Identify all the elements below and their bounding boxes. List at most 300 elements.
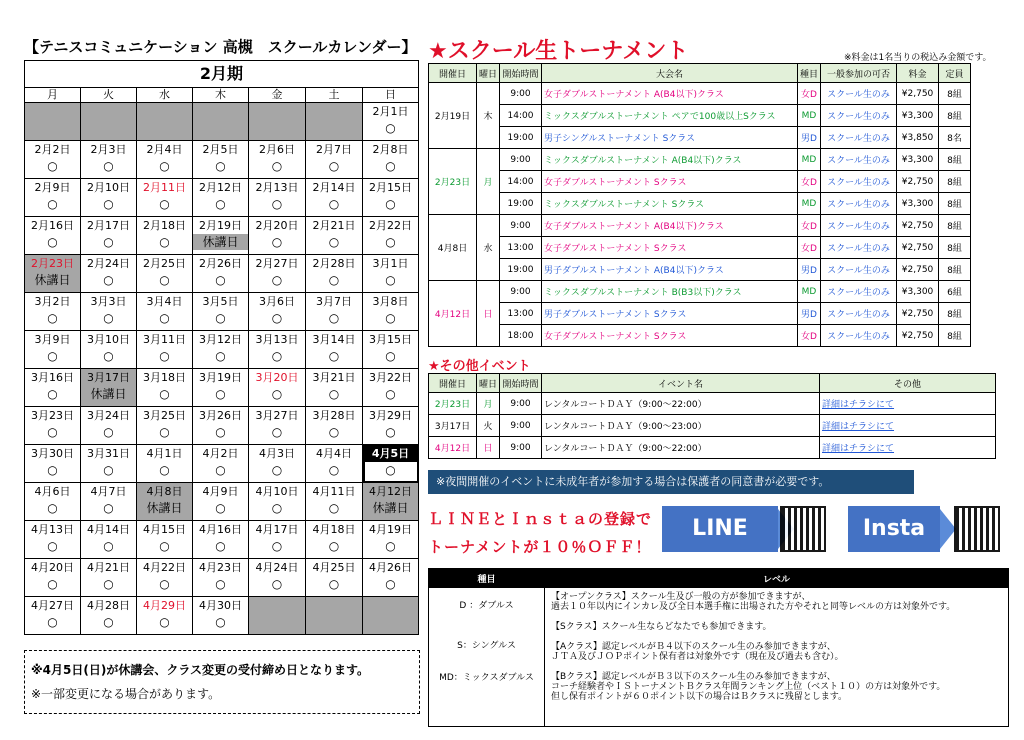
level-header-level: レベル bbox=[545, 569, 1009, 588]
tournament-header: 定員 bbox=[939, 64, 971, 83]
start-time: 13:00 bbox=[500, 237, 542, 259]
open-status: スクール生のみ bbox=[821, 281, 897, 303]
day-date: 2月18日 bbox=[143, 219, 186, 232]
insta-button[interactable]: Insta bbox=[848, 506, 940, 552]
calendar-day bbox=[249, 369, 306, 407]
start-time: 9:00 bbox=[500, 83, 542, 105]
tournament-name: 女子ダブルストーナメント Sクラス bbox=[542, 325, 798, 347]
day-mark: 休講日 bbox=[372, 501, 409, 515]
day-date: 2月13日 bbox=[255, 181, 299, 194]
day-mark: ○ bbox=[103, 577, 114, 591]
tournament-title: ★スクール生トーナメント bbox=[428, 39, 689, 64]
day-date: 4月9日 bbox=[202, 485, 239, 498]
day-date: 2月4日 bbox=[146, 143, 183, 156]
day-mark: ○ bbox=[271, 577, 283, 591]
calendar-day bbox=[306, 521, 363, 559]
day-mark: ○ bbox=[328, 311, 340, 325]
calendar-day bbox=[81, 407, 137, 445]
calendar-day bbox=[81, 103, 137, 141]
tournament-header: 開催日 bbox=[429, 64, 477, 83]
day-date: 2月15日 bbox=[369, 181, 412, 194]
tournament-header: 曜日 bbox=[477, 64, 500, 83]
event-date: 2月19日 bbox=[429, 83, 477, 149]
day-mark: 休講日 bbox=[90, 387, 127, 401]
other-details-link[interactable]: 詳細はチラシにて bbox=[820, 437, 996, 459]
calendar-day bbox=[363, 331, 419, 369]
day-date: 3月30日 bbox=[31, 447, 74, 460]
tournament-row bbox=[429, 303, 971, 325]
day-date: 4月5日 bbox=[363, 445, 418, 462]
calendar-day bbox=[363, 483, 419, 521]
tournament-header: 一般参加の可否 bbox=[821, 64, 897, 83]
calendar-day bbox=[306, 331, 363, 369]
calendar-day bbox=[137, 217, 193, 255]
other-weekday: 日 bbox=[477, 437, 500, 459]
calendar-week bbox=[25, 559, 419, 597]
day-date: 4月26日 bbox=[369, 561, 412, 574]
start-time: 9:00 bbox=[500, 215, 542, 237]
day-date: 4月11日 bbox=[312, 485, 356, 498]
entry-fee: ¥2,750 bbox=[897, 171, 939, 193]
day-mark: ○ bbox=[271, 159, 283, 173]
calendar-week bbox=[25, 179, 419, 217]
event-type: 女D bbox=[798, 325, 821, 347]
calendar-day bbox=[137, 521, 193, 559]
day-mark: ○ bbox=[159, 311, 170, 325]
calendar-week bbox=[25, 331, 419, 369]
event-weekday: 木 bbox=[477, 83, 500, 149]
calendar-day bbox=[137, 559, 193, 597]
day-mark: ○ bbox=[271, 311, 283, 325]
other-header: 開始時間 bbox=[500, 374, 542, 393]
other-time: 9:00 bbox=[500, 393, 542, 415]
day-date: 2月26日 bbox=[199, 257, 242, 270]
capacity: 8組 bbox=[939, 193, 971, 215]
calendar-day bbox=[137, 255, 193, 293]
event-type: MD bbox=[798, 149, 821, 171]
calendar-day bbox=[363, 179, 419, 217]
day-mark: ○ bbox=[103, 539, 114, 553]
day-date: 3月18日 bbox=[143, 371, 186, 384]
calendar-day bbox=[25, 445, 81, 483]
day-mark: ○ bbox=[385, 273, 396, 287]
start-time: 18:00 bbox=[500, 325, 542, 347]
other-header: その他 bbox=[820, 374, 996, 393]
day-date: 2月7日 bbox=[316, 143, 352, 156]
calendar-day bbox=[81, 255, 137, 293]
day-date: 3月28日 bbox=[312, 409, 356, 422]
tournament-row bbox=[429, 127, 971, 149]
weekday-header: 水 bbox=[137, 88, 193, 103]
calendar-day bbox=[81, 331, 137, 369]
calendar-day bbox=[137, 103, 193, 141]
weekday-header: 木 bbox=[193, 88, 249, 103]
day-mark: ○ bbox=[385, 197, 396, 211]
level-header-type: 種目 bbox=[429, 569, 545, 588]
calendar-day bbox=[193, 103, 249, 141]
open-status: スクール生のみ bbox=[821, 237, 897, 259]
other-date: 4月12日 bbox=[429, 437, 477, 459]
calendar-day bbox=[193, 179, 249, 217]
period-title: 2月期 bbox=[25, 61, 419, 88]
day-mark: ○ bbox=[215, 425, 226, 439]
day-date: 4月17日 bbox=[255, 523, 299, 536]
calendar-day bbox=[25, 179, 81, 217]
calendar-week bbox=[25, 369, 419, 407]
day-mark: ○ bbox=[328, 539, 340, 553]
event-date: 2月23日 bbox=[429, 149, 477, 215]
calendar-week bbox=[25, 407, 419, 445]
day-date: 2月10日 bbox=[87, 181, 130, 194]
tournament-row bbox=[429, 105, 971, 127]
capacity: 8組 bbox=[939, 171, 971, 193]
day-mark: ○ bbox=[215, 311, 226, 325]
day-mark: ○ bbox=[47, 501, 58, 515]
level-a-2: ＪＴＡ及びＪＯＰポイント保有者は対象外です（現在及び過去も含む）。 bbox=[551, 652, 844, 662]
calendar-day bbox=[137, 597, 193, 635]
weekday-header: 月 bbox=[25, 88, 81, 103]
day-date: 2月25日 bbox=[143, 257, 186, 270]
level-types bbox=[429, 588, 545, 727]
day-mark: ○ bbox=[328, 273, 340, 287]
calendar-day bbox=[193, 331, 249, 369]
promo-line-2: トーナメントが１０％ＯＦＦ！ bbox=[428, 538, 652, 556]
level-open-2: 過去１０年以内にインカレ及び全日本選手権に出場された方やそれと同等レベルの方は対象外です。 bbox=[551, 602, 956, 612]
day-date: 4月20日 bbox=[31, 561, 74, 574]
calendar-day bbox=[81, 597, 137, 635]
day-mark: ○ bbox=[328, 349, 340, 363]
day-date: 3月19日 bbox=[199, 371, 242, 384]
day-mark: ○ bbox=[385, 235, 396, 249]
level-b-1: 【Bクラス】認定レベルがＢ３以下のスクール生のみ参加できますが、 bbox=[551, 672, 836, 682]
calendar-day bbox=[25, 407, 81, 445]
entry-fee: ¥2,750 bbox=[897, 325, 939, 347]
day-mark: ○ bbox=[215, 463, 226, 477]
day-mark: ○ bbox=[385, 463, 396, 477]
calendar-week bbox=[25, 217, 419, 255]
day-mark: ○ bbox=[271, 235, 283, 249]
day-mark: ○ bbox=[47, 311, 58, 325]
calendar-day bbox=[137, 293, 193, 331]
calendar-week bbox=[25, 103, 419, 141]
calendar-day bbox=[25, 597, 81, 635]
entry-fee: ¥2,750 bbox=[897, 215, 939, 237]
calendar-day bbox=[363, 217, 419, 255]
promo-line-1: ＬＩＮＥとＩｎｓｔａの登録で bbox=[428, 510, 653, 528]
calendar-day bbox=[363, 103, 419, 141]
day-mark: ○ bbox=[215, 387, 226, 401]
day-date: 3月1日 bbox=[372, 257, 409, 270]
entry-fee: ¥3,300 bbox=[897, 105, 939, 127]
day-date: 4月30日 bbox=[199, 599, 242, 612]
event-type: MD bbox=[798, 281, 821, 303]
calendar-day bbox=[25, 217, 81, 255]
weekday-header: 金 bbox=[249, 88, 306, 103]
other-header: 開催日 bbox=[429, 374, 477, 393]
calendar-week bbox=[25, 445, 419, 483]
day-mark: ○ bbox=[328, 387, 340, 401]
day-mark: ○ bbox=[328, 235, 340, 249]
type-singles: S：シングルス bbox=[457, 641, 516, 651]
day-mark: 休講日 bbox=[34, 273, 71, 287]
calendar-day bbox=[249, 141, 306, 179]
open-status: スクール生のみ bbox=[821, 171, 897, 193]
calendar-day bbox=[249, 217, 306, 255]
day-mark: ○ bbox=[215, 197, 226, 211]
tournament-row bbox=[429, 237, 971, 259]
event-weekday: 月 bbox=[477, 149, 500, 215]
day-date: 4月14日 bbox=[87, 523, 130, 536]
day-mark: ○ bbox=[215, 273, 226, 287]
day-date: 3月22日 bbox=[369, 371, 412, 384]
start-time: 9:00 bbox=[500, 149, 542, 171]
insta-qr-code[interactable] bbox=[954, 506, 1000, 552]
open-status: スクール生のみ bbox=[821, 325, 897, 347]
day-date: 2月11日 bbox=[143, 181, 186, 194]
day-date: 2月9日 bbox=[34, 181, 71, 194]
day-date: 3月6日 bbox=[259, 295, 295, 308]
day-date: 4月21日 bbox=[87, 561, 130, 574]
note-deadline: ※4月5日(日)が休講会、クラス変更の受付締め日となります。 bbox=[31, 663, 370, 677]
tournament-name: 女子ダブルストーナメント Sクラス bbox=[542, 171, 798, 193]
day-mark: ○ bbox=[159, 235, 170, 249]
day-date: 3月26日 bbox=[199, 409, 242, 422]
calendar-day bbox=[363, 255, 419, 293]
tournament-name: ミックスダブルストーナメント A(B4以下)クラス bbox=[542, 149, 798, 171]
day-mark: ○ bbox=[47, 349, 58, 363]
day-mark: ○ bbox=[159, 273, 170, 287]
day-mark: ○ bbox=[47, 235, 58, 249]
day-mark: ○ bbox=[159, 387, 170, 401]
day-date: 3月14日 bbox=[312, 333, 356, 346]
tournament-name: ミックスダブルストーナメント Sクラス bbox=[542, 193, 798, 215]
calendar-day bbox=[137, 483, 193, 521]
day-date: 2月14日 bbox=[312, 181, 356, 194]
calendar-day bbox=[137, 369, 193, 407]
other-name: レンタルコートＤＡＹ（9:00～23:00） bbox=[542, 415, 820, 437]
entry-fee: ¥3,850 bbox=[897, 127, 939, 149]
day-date: 3月7日 bbox=[316, 295, 352, 308]
event-type: MD bbox=[798, 193, 821, 215]
day-mark: ○ bbox=[47, 159, 58, 173]
day-date: 3月20日 bbox=[255, 371, 299, 384]
calendar-day bbox=[193, 255, 249, 293]
event-type: 女D bbox=[798, 237, 821, 259]
capacity: 8組 bbox=[939, 105, 971, 127]
calendar-day bbox=[193, 141, 249, 179]
calendar-day bbox=[25, 103, 81, 141]
day-date: 4月6日 bbox=[34, 485, 71, 498]
day-mark: ○ bbox=[47, 197, 58, 211]
day-mark: 休講日 bbox=[193, 234, 248, 250]
day-date: 4月15日 bbox=[143, 523, 186, 536]
day-date: 3月9日 bbox=[34, 333, 71, 346]
open-status: スクール生のみ bbox=[821, 149, 897, 171]
tournament-name: 女子ダブルストーナメント A(B4以下)クラス bbox=[542, 215, 798, 237]
level-b-2: コーチ経験者やＩＳトーナメントＢクラス年間ランキング上位（ベスト１０）の方は対象外です。 bbox=[551, 682, 946, 692]
calendar-week bbox=[25, 483, 419, 521]
calendar-day bbox=[363, 445, 419, 483]
day-mark: ○ bbox=[271, 197, 283, 211]
calendar-day bbox=[25, 255, 81, 293]
day-date: 4月16日 bbox=[199, 523, 242, 536]
day-mark: ○ bbox=[103, 197, 114, 211]
day-mark: ○ bbox=[271, 539, 283, 553]
tournament-row bbox=[429, 149, 971, 171]
calendar-day bbox=[363, 369, 419, 407]
calendar-day bbox=[363, 141, 419, 179]
day-date: 2月19日 bbox=[199, 219, 242, 232]
start-time: 19:00 bbox=[500, 193, 542, 215]
calendar-day bbox=[81, 217, 137, 255]
day-mark: ○ bbox=[328, 501, 340, 515]
calendar-day bbox=[249, 445, 306, 483]
day-mark: ○ bbox=[328, 577, 340, 591]
calendar-day bbox=[306, 179, 363, 217]
capacity: 6組 bbox=[939, 281, 971, 303]
calendar-day bbox=[249, 331, 306, 369]
calendar-day bbox=[363, 521, 419, 559]
calendar-day bbox=[193, 445, 249, 483]
type-doubles: D ：ダブルス bbox=[459, 601, 514, 611]
other-weekday: 火 bbox=[477, 415, 500, 437]
day-date: 2月5日 bbox=[202, 143, 239, 156]
day-mark: ○ bbox=[47, 577, 58, 591]
event-type: 女D bbox=[798, 171, 821, 193]
calendar-day bbox=[81, 369, 137, 407]
other-name: レンタルコートＤＡＹ（9:00～22:00） bbox=[542, 393, 820, 415]
event-weekday: 水 bbox=[477, 215, 500, 281]
day-mark: ○ bbox=[385, 539, 396, 553]
day-mark: ○ bbox=[215, 577, 226, 591]
line-button[interactable]: LINE bbox=[662, 506, 778, 552]
calendar-day bbox=[249, 293, 306, 331]
calendar-day bbox=[137, 179, 193, 217]
calendar-day bbox=[193, 597, 249, 635]
day-mark: ○ bbox=[47, 539, 58, 553]
day-mark: ○ bbox=[159, 615, 170, 629]
event-date: 4月8日 bbox=[429, 215, 477, 281]
calendar-day bbox=[81, 179, 137, 217]
day-mark: ○ bbox=[385, 121, 396, 135]
event-type: MD bbox=[798, 105, 821, 127]
day-mark: ○ bbox=[103, 159, 114, 173]
day-mark: ○ bbox=[47, 425, 58, 439]
day-date: 2月21日 bbox=[312, 219, 356, 232]
calendar-day bbox=[25, 141, 81, 179]
day-mark: ○ bbox=[385, 349, 396, 363]
calendar-day bbox=[81, 483, 137, 521]
calendar-day bbox=[363, 407, 419, 445]
day-date: 2月16日 bbox=[31, 219, 74, 232]
calendar-day bbox=[137, 141, 193, 179]
other-details-link[interactable]: 詳細はチラシにて bbox=[820, 415, 996, 437]
tournament-name: 男子ダブルストーナメント A(B4以下)クラス bbox=[542, 259, 798, 281]
day-date: 4月27日 bbox=[31, 599, 74, 612]
tournament-row bbox=[429, 215, 971, 237]
tournament-name: 男子シングルストーナメント Sクラス bbox=[542, 127, 798, 149]
entry-fee: ¥3,300 bbox=[897, 193, 939, 215]
calendar-day bbox=[306, 445, 363, 483]
level-table bbox=[428, 568, 1009, 727]
day-mark: ○ bbox=[385, 387, 396, 401]
tournament-row bbox=[429, 281, 971, 303]
day-mark: ○ bbox=[271, 387, 283, 401]
calendar-day bbox=[306, 141, 363, 179]
day-date: 4月23日 bbox=[199, 561, 242, 574]
day-date: 3月23日 bbox=[31, 409, 74, 422]
entry-fee: ¥2,750 bbox=[897, 259, 939, 281]
other-details-link[interactable]: 詳細はチラシにて bbox=[820, 393, 996, 415]
day-mark: ○ bbox=[103, 273, 114, 287]
calendar-day bbox=[249, 407, 306, 445]
calendar-day bbox=[193, 559, 249, 597]
other-weekday: 月 bbox=[477, 393, 500, 415]
calendar-day bbox=[137, 407, 193, 445]
day-date: 4月13日 bbox=[31, 523, 74, 536]
day-mark: ○ bbox=[159, 197, 170, 211]
calendar-day bbox=[363, 597, 419, 635]
day-mark: ○ bbox=[215, 159, 226, 173]
event-date: 4月12日 bbox=[429, 281, 477, 347]
entry-fee: ¥3,300 bbox=[897, 149, 939, 171]
day-date: 3月21日 bbox=[312, 371, 356, 384]
day-mark: ○ bbox=[271, 463, 283, 477]
day-date: 4月19日 bbox=[369, 523, 412, 536]
calendar-day bbox=[81, 445, 137, 483]
level-a-1: 【Aクラス】認定レベルがＢ４以下のスクール生のみ参加できますが、 bbox=[551, 642, 836, 652]
day-mark: ○ bbox=[271, 425, 283, 439]
calendar-day bbox=[81, 293, 137, 331]
day-date: 2月17日 bbox=[87, 219, 130, 232]
calendar-day bbox=[193, 293, 249, 331]
day-mark: ○ bbox=[103, 311, 114, 325]
day-date: 2月22日 bbox=[369, 219, 412, 232]
tournament-name: ミックスダブルストーナメント ペアで100歳以上Sクラス bbox=[542, 105, 798, 127]
capacity: 8組 bbox=[939, 83, 971, 105]
calendar-day bbox=[193, 369, 249, 407]
other-time: 9:00 bbox=[500, 415, 542, 437]
day-mark: ○ bbox=[103, 501, 114, 515]
day-mark: ○ bbox=[47, 463, 58, 477]
day-mark: ○ bbox=[103, 235, 114, 249]
line-qr-code[interactable] bbox=[780, 506, 826, 552]
capacity: 8組 bbox=[939, 149, 971, 171]
tournament-name: 女子ダブルストーナメント Sクラス bbox=[542, 237, 798, 259]
day-mark: ○ bbox=[215, 349, 226, 363]
day-date: 3月24日 bbox=[87, 409, 130, 422]
day-date: 2月12日 bbox=[199, 181, 242, 194]
open-status: スクール生のみ bbox=[821, 193, 897, 215]
day-date: 4月1日 bbox=[146, 447, 183, 460]
day-date: 3月25日 bbox=[143, 409, 186, 422]
other-name: レンタルコートＤＡＹ（9:00～22:00） bbox=[542, 437, 820, 459]
open-status: スクール生のみ bbox=[821, 303, 897, 325]
day-mark: ○ bbox=[103, 615, 114, 629]
day-mark: ○ bbox=[328, 463, 340, 477]
day-date: 4月18日 bbox=[312, 523, 356, 536]
calendar-day bbox=[25, 559, 81, 597]
calendar-day bbox=[306, 407, 363, 445]
event-type: 男D bbox=[798, 303, 821, 325]
day-date: 3月12日 bbox=[199, 333, 242, 346]
calendar-day bbox=[25, 521, 81, 559]
tournament-header: 料金 bbox=[897, 64, 939, 83]
day-date: 4月4日 bbox=[316, 447, 352, 460]
other-date: 2月23日 bbox=[429, 393, 477, 415]
calendar-day bbox=[137, 445, 193, 483]
level-descriptions bbox=[545, 588, 1009, 727]
